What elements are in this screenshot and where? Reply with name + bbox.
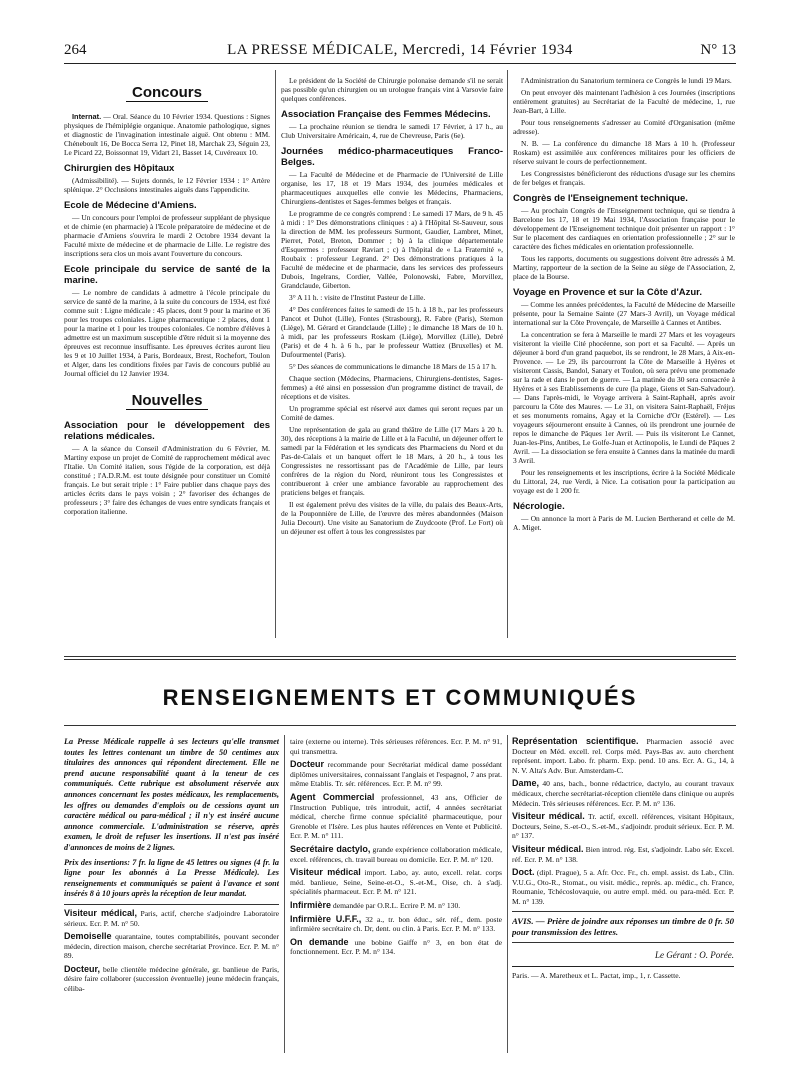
column-divider [507, 70, 508, 638]
paragraph: Tous les rapports, documents ou suggestions doivent être adressés à M. Martiny, rapporteur de la section de la Seine au siège de l'Association, 2, place de la Bourse. [513, 254, 735, 281]
page-header [64, 42, 736, 64]
classified-ad-text: belle clientèle médecine générale, gr. banlieue de Paris, désire faire collaborer (succession éventuelle) jeune médecin français, céliba- [64, 964, 279, 994]
classified-ad-text: grande expérience collaboration médicale, excel. références, ch. travail bureau ou domicile. Ecr. P. M. n° 120. [290, 844, 502, 864]
classified-ad [290, 915, 502, 934]
article-internat: Internat. — Oral. Séance du 10 Février 1934. Questions : Signes physiques de l'hémiplégie organique. Anatomie pathologique, signes et diagnostic de l'invagination intestinale aiguë. Ont obtenu : MM. Chéneboult 16, De Bocca Serra 12, Pinet 18, Marchak 23, Séguin 23, Le Picard 22, Boissonnat 19, Vidart 21, Basset 14, Cuvéreaux 10. [64, 112, 270, 157]
classified-ad-heading: Demoiselle [64, 931, 112, 942]
divider [512, 942, 734, 943]
section-rule [64, 659, 736, 660]
column-divider [275, 70, 276, 638]
voyage-heading: Voyage en Provence et sur la Côte d'Azur. [513, 287, 702, 298]
classified-ad [290, 793, 502, 841]
avis-text: AVIS. — Prière de joindre aux réponses un timbre de 0 fr. 50 pour transmission des lettres. [512, 915, 734, 937]
notice-text: La Presse Médicale rappelle à ses lecteurs qu'elle transmet toutes les lettres contenant un timbre de 50 centimes aux titulaires des annonces qui répondent directement. Elle ne prend aucune responsabilité quant à la teneur de ces communiqués. Cette rubrique est absolument réservée aux annonces concernant les postes médicaux, les remplacements, les offres ou demandes d'emplois ou de cessions ayant un caractère médical ou para-médical ; il n'y est inséré aucune annonce commerciale. L'administration se réserve, après examen, le droit de refuser les insertions. Il n'est pas inséré d'annonces de moins de 2 lignes. [64, 737, 279, 852]
divider [512, 911, 734, 912]
article-voyage: — Comme les années précédentes, la Faculté de Médecine de Marseille présente, pour la Semaine Sainte (27 Mars-3 Avril), un Voyage médical international sur la Côte Provençale, de Marseille à Cannes et Antibes. [513, 300, 735, 327]
classified-ad-text: 32 a., tr. bon éduc., sér. réf., dem. poste infirmière secrétaire ch. Dr, dent. ou clin. à Paris. Ecr. P. M. n° 133. [290, 914, 502, 934]
association-heading: Association pour le développement des relations médicales. [64, 420, 270, 442]
classified-ad-heading: Docteur [290, 759, 325, 770]
classified-ad [290, 737, 502, 756]
classified-ad [290, 901, 502, 911]
classified-ad-heading: Secrétaire dactylo, [290, 843, 371, 854]
header-rule [64, 63, 736, 64]
article-necrologie: — On annonce la mort à Paris de M. Lucien Bertherand et celle de M. A. Miget. [513, 514, 735, 532]
paragraph: Le programme de ce congrès comprend : Le samedi 17 Mars, de 9 h. 45 à midi : 1° Des démonstrations cliniques : a) à l'Hôpital St-Sauveur, sous la direction de MM. les professeurs Surmont, Gaudier, Lambret, Minet, Pierret, Potel, Breton, Dommer ; b) à la clinique départementale d'Esquermes : professeur Raviart ; c) à l'hôpital de « La Fraternité », Roubaix : professeur Legrand. 2° Des démonstrations pratiques à la Faculté de médecine et de pharmacie, dans les services des professeurs Dubois, Ingelrans, Cordier, Vallée, Polonowski, Fabre, Morvillez, Grandclaude, Giberton. [281, 209, 503, 290]
column-1 [64, 76, 270, 631]
marine-heading: Ecole principale du service de santé de la marine. [64, 264, 270, 286]
paragraph: Pour tous renseignements s'adresser au Comité d'Organisation (même adresse). [513, 118, 735, 136]
paragraph: l'Administration du Sanatorium terminera ce Congrès le lundi 19 Mars. [521, 76, 732, 85]
page-number: 264 [64, 42, 87, 58]
printer-imprint: Paris. — A. Maretheux et L. Pactat, imp., 1, r. Cassette. [512, 966, 734, 981]
classified-ad-heading: Représentation scientifique. [512, 737, 639, 746]
classified-ad-heading: Agent Commercial [290, 791, 375, 802]
ads-column-2 [290, 737, 502, 1053]
classified-ad-text: 40 ans, bach., bonne rédactrice, dactylo, au courant travaux médicaux, cherche secrétariat-réception clientèle dans clinique ou auprès Médecin. Très sérieuses références. Ecr. P. M. n° 136. [512, 779, 734, 808]
paragraph: Chaque section (Médecins, Pharmaciens, Chirurgiens-dentistes, Sages-femmes) a été ainsi en possession d'un programme distinct de travail, de réceptions et de visites. [281, 374, 503, 401]
concours-heading: Concours [64, 84, 270, 102]
journal-title: LA PRESSE MÉDICALE, Mercredi, 14 Février 1934 [227, 42, 573, 58]
congres-heading: Congrès de l'Enseignement technique. [513, 193, 688, 204]
article-amiens: — Un concours pour l'emploi de professeur suppléant de physique et de chimie (en pharmacie) à l'Ecole préparatoire de médecine et de pharmacie d'Amiens s'ouvrira le mardi 2 Octobre 1934 devant la Faculté mixte de médecine et de pharmacie de Lille. Le registre des inscriptions sera clos un mois avant l'ouverture du concours. [64, 213, 270, 258]
classified-ad [512, 779, 734, 808]
classified-ad-text: recommande pour Secrétariat médical dame possédant diplômes universitaires, connaissant l'anglais et l'espagnol, 7 ans prat. même Etablis. Tr. sér. références. Ecr. P. M. n° 99. [290, 760, 502, 789]
journees-heading: Journées médico-pharmaceutiques Franco-Belges. [281, 146, 503, 168]
classified-ad-text: Tr. actif, excell. références, visitant Hôpitaux, Docteurs, Seine, S.-et-O., S.-et-M., s'adjoindr. produit sérieux. Ecr. P. M. n° 137. [512, 812, 734, 841]
classified-ad-text: quarantaine, toutes comptabilités, pouvant seconder médecin, direction maison, cherche secrétariat Province. Ecr. P. M. n° 89. [64, 932, 279, 961]
ads-column-3 [512, 737, 734, 1057]
paragraph: Un programme spécial est réservé aux dames qui seront reçues par un Comité de dames. [281, 404, 503, 422]
classified-ad [64, 932, 279, 961]
classified-ad-heading: Docteur, [64, 963, 101, 974]
paragraph: 4° Des conférences faites le samedi de 15 h. à 18 h., par les professeurs Pancot et Duhot (Lille), Fontes (Strasbourg), R. Fabre (Paris), Sternon (Liège), M. Gérard et Grandclaude (Lille) ; le dimanche 18 Mars de 10 h. à midi, par les professeurs Roskam (Liège), Morvillez (Lille), Debré (Paris) et de 4 h. à 6 h., par le professeur Wattiez (Bruxelles) et M. Dufourmentel (Paris). [281, 305, 503, 359]
classified-ad [512, 737, 734, 775]
paragraph: 3° A 11 h. : visite de l'Institut Pasteur de Lille. [289, 293, 426, 302]
paragraph: Il est également prévu des visites de la ville, du palais des Beaux-Arts, de la Pouponnière de Lille, de l'œuvre des mères abandonnées (Maison Julia Decourt). Une visite au Sanatorium de Zuydcoote (Prof. Le Fort) où un déjeuner est offert à tous les congressistes par [281, 500, 503, 536]
paragraph: On peut envoyer dès maintenant l'adhésion à ces Journées (inscriptions entièrement gratuites) au Secrétariat de la Faculté de médecine, 1, rue Jean-Bart, à Lille. [513, 88, 735, 115]
classified-ad-heading: Visiteur médical, [64, 907, 137, 918]
renseignements-title: RENSEIGNEMENTS ET COMMUNIQUÉS [162, 685, 638, 710]
ads-column-1 [64, 737, 279, 1053]
article-congres: — Au prochain Congrès de l'Enseignement technique, qui se tiendra à Barcelone les 17, 18 et 19 Mai 1934, l'Association française pour le développement de l'Enseignement technique doit présenter un rapport : 1° Sur le placement des cardiaques en orientation professionnelle ; 2° sur le caractère des fiches médicales en orientation professionnelle. [513, 206, 735, 251]
classified-ad-heading: On demande [290, 936, 349, 947]
classified-ad-heading: Infirmière U.F.F., [290, 913, 362, 924]
classified-ad-text: Bien introd. rég. Est, s'adjoindr. Labo sér. Excel. réf. Ecr. P. M. n° 138. [512, 844, 734, 864]
gerant-signature: Le Gérant : O. Porée. [655, 949, 734, 960]
prix-text: Prix des insertions: 7 fr. la ligne de 45 lettres ou signes (4 fr. la ligne pour les abonnés à La Presse Médicale). Les renseignements et communiqués se paient à l'avance et sont insérés 8 à 10 jours après la réception de leur mandat. [64, 857, 279, 899]
article-afm: — La prochaine réunion se tiendra le samedi 17 Février, à 17 h., au Club Universitaire Américain, 4, rue de Chevreuse, Paris (6e). [281, 122, 503, 140]
classified-ad-text: taire (externe ou interne). Très sérieuses références. Ecr. P. M. n° 91, qui transmettra. [290, 737, 502, 756]
paragraph: N. B. — La conférence du dimanche 18 Mars à 10 h. (Professeur Roskam) est assimilée aux conférences militaires pour les officiers de réserve suivant le cours de perfectionnement. [513, 139, 735, 166]
article-marine: — Le nombre de candidats à admettre à l'école principale du service de santé de la marine, à la suite du concours de 1934, est fixé comme suit : Ligne médicale : 45 places, dont 9 pour la marine et 36 pour les troupes coloniales. Ligne pharmaceutique : 2 places, dont 1 pour la marine et 1 pour les troupes coloniales. Ce nombre d'élèves à admettre est un maximum susceptible d'être réduit si la moyenne des épreuves est reconnue insuffisante. Les épreuves écrites auront lieu les 9 et 10 Juillet 1934, à Paris, Bordeaux, Brest, Rochefort, Toulon et Alger, dans les conditions fixées par l'avis de concours publié au Journal officiel du 12 Janvier 1934. [64, 288, 270, 378]
classified-ad-heading: Visiteur médical. [512, 811, 585, 822]
section-rule [64, 725, 736, 726]
classified-ad [290, 938, 502, 957]
divider [64, 904, 279, 905]
column-3 [513, 76, 735, 648]
classified-ad-text: professionnel, 43 ans, Officier de l'Instruction Publique, très introduit, actif, 4 années secrétariat médical, cherche firme connue spécialité pharmaceutique, pour Grenoble et l'Isère. Les plus hautes références en Vente et Publicité. Ecr. P. M. n° 111. [290, 792, 502, 841]
necrologie-heading: Nécrologie. [513, 501, 565, 512]
column-divider [507, 735, 508, 1053]
classified-ad-heading: Infirmière [290, 899, 332, 910]
classified-ad-text: Paris, actif, cherche s'adjoindre Laboratoire sérieux. Ecr. P. M. n° 50. [64, 908, 279, 928]
paragraph: Les Congressistes bénéficieront des réductions d'usage sur les chemins de fer belges et français. [513, 169, 735, 187]
classified-ad [64, 965, 279, 994]
classified-ad [64, 909, 279, 928]
article-chirurgien: (Admissibilité). — Sujets donnés, le 12 Février 1934 : 1° Artère splénique. 2° Occlusions intestinales aiguës dans l'appendicite. [64, 176, 270, 194]
classified-ad-heading: Visiteur médical [290, 867, 361, 878]
classified-ad-heading: Doct. [512, 867, 535, 878]
classified-ad [290, 868, 502, 897]
classified-ad-heading: Visiteur médical. [512, 843, 584, 854]
classified-ad-text: Pharmacien associé avec Docteur en Méd. excell. rel. Corps méd. Pays-Bas av. auto cherchent représent. import. Labo. fr. pharm. Exp. pend. 10 ans. Ecr. A. G., 14, à N. V. Alta's Adv. Bur. Amsterdam-C. [512, 737, 734, 775]
classified-ad [512, 812, 734, 841]
article-journees: — La Faculté de Médecine et de Pharmacie de l'Université de Lille organise, les 17, 18 et 19 Mars 1934, des journées médicales et pharmaceutiques auxquelles elle convie les Médecins, Pharmaciens, Chirurgiens-dentistes et Sages-femmes belges et français. [281, 170, 503, 206]
classified-ad [290, 845, 502, 864]
nouvelles-heading: Nouvelles [64, 392, 270, 410]
classified-ad [512, 845, 734, 864]
section-rule [64, 656, 736, 657]
paragraph: La concentration se fera à Marseille le mardi 27 Mars et les voyageurs visiteront la vieille Cité phocéenne, son port et sa Faculté. — Après un déjeuner à bord d'un grand paquebot, ils se rendront, le 28 Mars, à Aix-en-Provence. — Le 29, ils parcourront la Côte de Marseille à Hyères et visiteront Cassis, Bandol, Sanary et Toulon, où sera prévu une promenade sur la rade et dans le port de guerre. — La matinée du 30 sera consacrée à Hyères et à ses Etablissements de cure (la plage, Giens et San-Salvadour). — Dans l'après-midi, le Voyage arrivera à Saint-Raphaël, après avoir parcouru la Côte des Maures. — Le 31, on visitera Saint-Raphaël, Fréjus et ses monuments romains, Agay et la Corniche d'Or (Estérel). — Les voyageurs séjourneront ensuite à Cannes, où ils prendront une journée de repos le dimanche de Pâques 1er Avril. — Puis ils visiteront Le Cannet, Juan-les-Pins, Antibes, Le Golfe-Juan et Actinopolis, le Lundi de Pâques 2 Avril. — La dissociation se fera ensuite à Cannes dans la matinée du mardi 3 Avril. [513, 330, 735, 465]
classified-ad-text: demandée par O.R.L. Ecrire P. M. n° 130. [332, 900, 461, 910]
paragraph: Pour les renseignements et les inscriptions, écrire à la Société Médicale du Littoral, 24, rue Verdi, à Nice. La cotisation pour la participation au voyage est de 1 200 fr. [513, 468, 735, 495]
amiens-heading: Ecole de Médecine d'Amiens. [64, 200, 197, 211]
chirurgien-heading: Chirurgien des Hôpitaux [64, 163, 175, 174]
paragraph: 5° Des séances de communications le dimanche 18 Mars de 15 à 17 h. [289, 362, 497, 371]
issue-number: N° 13 [700, 42, 736, 58]
column-2 [281, 76, 503, 648]
paragraph: Une représentation de gala au grand théâtre de Lille (17 Mars à 20 h. 30), des réceptions à la mairie de Lille et à la Faculté, un déjeuner offert le samedi par la Fédération et les syndicats des Pharmaciens du Nord et du Pas-de-Calais et un banquet offert le 18 Mars, à 20 h., à tous les Congressistes ne ressortissant pas de l'Académie de Lille, par leurs confrères de la région du Nord, réuniront tous les Congressistes et contribueront à créer une ambiance favorable au rapprochement des praticiens belges et français. [281, 425, 503, 497]
classified-ad-heading: Dame, [512, 778, 540, 789]
classified-ad-text: (dipl. Prague), 5 a. Afr. Occ. Fr., ch. empl. assist. ds Lab., Clin. V.U.G., Oto-R., Stomat., ou visit. médic., représ. ap. médic., ch. France, Roumanie, Tchécoslovaquie, ou autre empl. méd. ou para-méd. Ecr. P. M. n° 139. [512, 868, 734, 906]
classified-ad-text: une bobine Gaiffe n° 3, en bon état de fonctionnement. Ecr. P. M. n° 134. [290, 937, 502, 957]
paragraph: Le président de la Société de Chirurgie polonaise demande s'il ne serait pas possible qu'un chirurgien ou un urologue français vint à Varsovie faire quelques conférences. [281, 76, 503, 103]
article-association: — A la séance du Conseil d'Administration du 6 Février, M. Martiny expose un projet de Comité de rapprochement médical avec l'Italie. Un Comité italien, sous l'égide de la corporation, est déjà constitué ; l'A.D.R.M. est toute désignée pour constituer un Comité français. Le but serait triple : 1° Faire publier dans chaque pays des articles écrits dans le pays voisin ; 2° favoriser des échanges de professeurs ; 3° faire des échanges de vues entre syndicats français et corporation italienne. [64, 444, 270, 516]
classified-ad-text: import. Labo, ay. auto, excell. relat. corps méd. banlieue, Seine, Seine-et-O., S.-et-M., Oise, ch. à s'adj. spécialités pharmaceut. Ecr. P. M. n° 121. [290, 868, 502, 897]
classified-ad [290, 760, 502, 789]
afm-heading: Association Française des Femmes Médecins. [281, 109, 491, 120]
classified-ad [512, 868, 734, 906]
column-divider [284, 735, 285, 1053]
